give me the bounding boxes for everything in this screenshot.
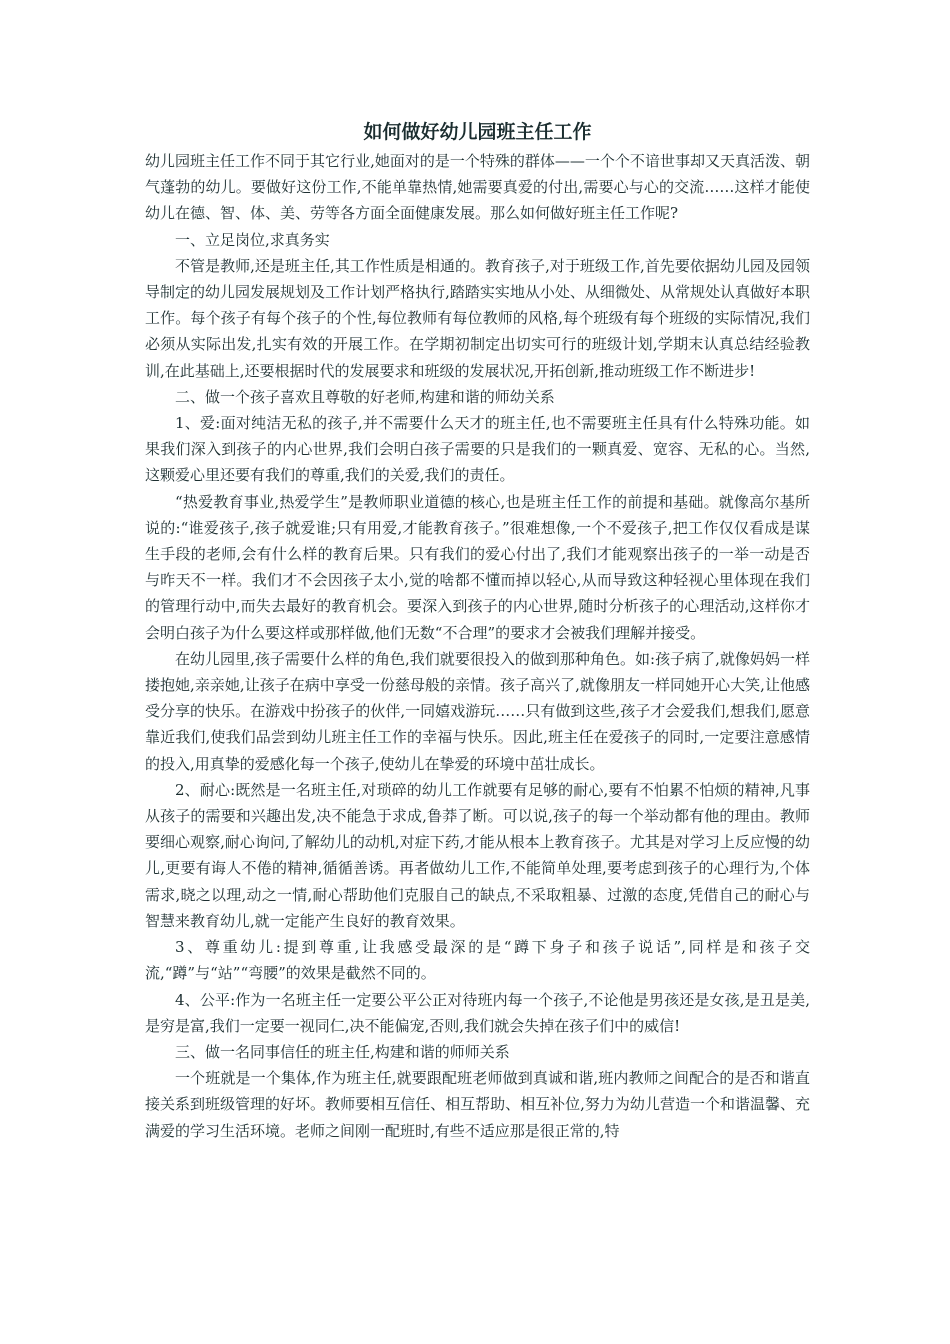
- paragraph-intro: 幼儿园班主任工作不同于其它行业,她面对的是一个特殊的群体——一个个不谙世事却又天真活泼、朝气蓬勃的幼儿。要做好这份工作,不能单靠热情,她需要真爱的付出,需要心与心的交流……这样才能使幼儿在德、智、体、美、劳等各方面全面健康发展。那么如何做好班主任工作呢?: [145, 152, 810, 223]
- paragraph-love: 1、爱:面对纯洁无私的孩子,并不需要什么天才的班主任,也不需要班主任具有什么特殊功能。如果我们深入到孩子的内心世界,我们会明白孩子需要的只是我们的一颗真爱、宽容、无私的心。当然,这颗爱心里还要有我们的尊重,我们的关爱,我们的责任。: [145, 414, 810, 485]
- paragraph: “热爱教育事业,热爱学生”是教师职业道德的核心,也是班主任工作的前提和基础。就像高尔基所说的:“谁爱孩子,孩子就爱谁;只有用爱,才能教育孩子。”很难想像,一个不爱孩子,把工作仅仅看成是谋生手段的老师,会有什么样的教育后果。只有我们的爱心付出了,我们才能观察出孩子的一举一动是否与昨天不一样。我们才不会因孩子太小,觉的啥都不懂而掉以轻心,从而导致这种轻视心里体现在我们的管理行动中,而失去最好的教育机会。要深入到孩子的内心世界,随时分析孩子的心理活动,这样你才会明白孩子为什么要这样或那样做,他们无数“不合理”的要求才会被我们理解并接受。: [145, 492, 810, 642]
- section-heading-2: 二、做一个孩子喜欢且尊敬的好老师,构建和谐的师幼关系: [175, 387, 555, 406]
- paragraph: 在幼儿园里,孩子需要什么样的角色,我们就要很投入的做到那种角色。如:孩子病了,就像妈妈一样搂抱她,亲亲她,让孩子在病中享受一份慈母般的亲情。孩子高兴了,就像朋友一样同她开心大笑,让他感受分享的快乐。在游戏中扮孩子的伙伴,一同嬉戏游玩……只有做到这些,孩子才会爱我们,想我们,愿意靠近我们,使我们品尝到幼儿班主任工作的幸福与快乐。因此,班主任在爱孩子的同时,一定要注意感情的投入,用真挚的爱感化每一个孩子,使幼儿在挚爱的环境中茁壮成长。: [145, 649, 810, 773]
- document-title: 如何做好幼儿园班主任工作: [363, 121, 592, 143]
- paragraph-fairness: 4、公平:作为一名班主任一定要公平公正对待班内每一个孩子,不论他是男孩还是女孩,是丑是美,是穷是富,我们一定要一视同仁,决不能偏宠,否则,我们就会失掉在孩子们中的威信!: [145, 990, 810, 1035]
- paragraph-patience: 2、耐心:既然是一名班主任,对琐碎的幼儿工作就要有足够的耐心,要有不怕累不怕烦的精神,凡事从孩子的需要和兴趣出发,决不能急于求成,鲁莽了断。可以说,孩子的每一个举动都有他的理由。教师要细心观察,耐心询问,了解幼儿的动机,对症下药,才能从根本上教育孩子。尤其是对学习上反应慢的幼儿,更要有诲人不倦的精神,循循善诱。再者做幼儿工作,不能简单处理,要考虑到孩子的心理行为,个体需求,晓之以理,动之一情,耐心帮助他们克服自己的缺点,不采取粗暴、过激的态度,凭借自己的耐心与智慧来教育幼儿,就一定能产生良好的教育效果。: [145, 780, 810, 930]
- section-heading-1: 一、立足岗位,求真务实: [175, 230, 330, 249]
- document-page: [145, 118, 810, 1144]
- paragraph-respect: 3、尊重幼儿:提到尊重,让我感受最深的是“蹲下身子和孩子说话”,同样是和孩子交流,“蹲”与“站”“弯腰”的效果是截然不同的。: [145, 938, 810, 983]
- paragraph: 不管是教师,还是班主任,其工作性质是相通的。教育孩子,对于班级工作,首先要依据幼儿园及园领导制定的幼儿园发展规划及工作计划严格执行,踏踏实实地从小处、从细微处、从常规处认真做好本职工作。每个孩子有每个孩子的个性,每位教师有每位教师的风格,每个班级有每个班级的实际情况,我们必须从实际出发,扎实有效的开展工作。在学期初制定出切实可行的班级计划,学期末认真总结经验教训,在此基础上,还要根据时代的发展要求和班级的发展状况,开拓创新,推动班级工作不断进步!: [145, 256, 810, 380]
- paragraph: 一个班就是一个集体,作为班主任,就要跟配班老师做到真诚和谐,班内教师之间配合的是否和谐直接关系到班级管理的好坏。教师要相互信任、相互帮助、相互补位,努力为幼儿营造一个和谐温馨、充满爱的学习生活环境。老师之间刚一配班时,有些不适应那是很正常的,特: [145, 1069, 810, 1140]
- section-heading-3: 三、做一名同事信任的班主任,构建和谐的师师关系: [175, 1042, 510, 1061]
